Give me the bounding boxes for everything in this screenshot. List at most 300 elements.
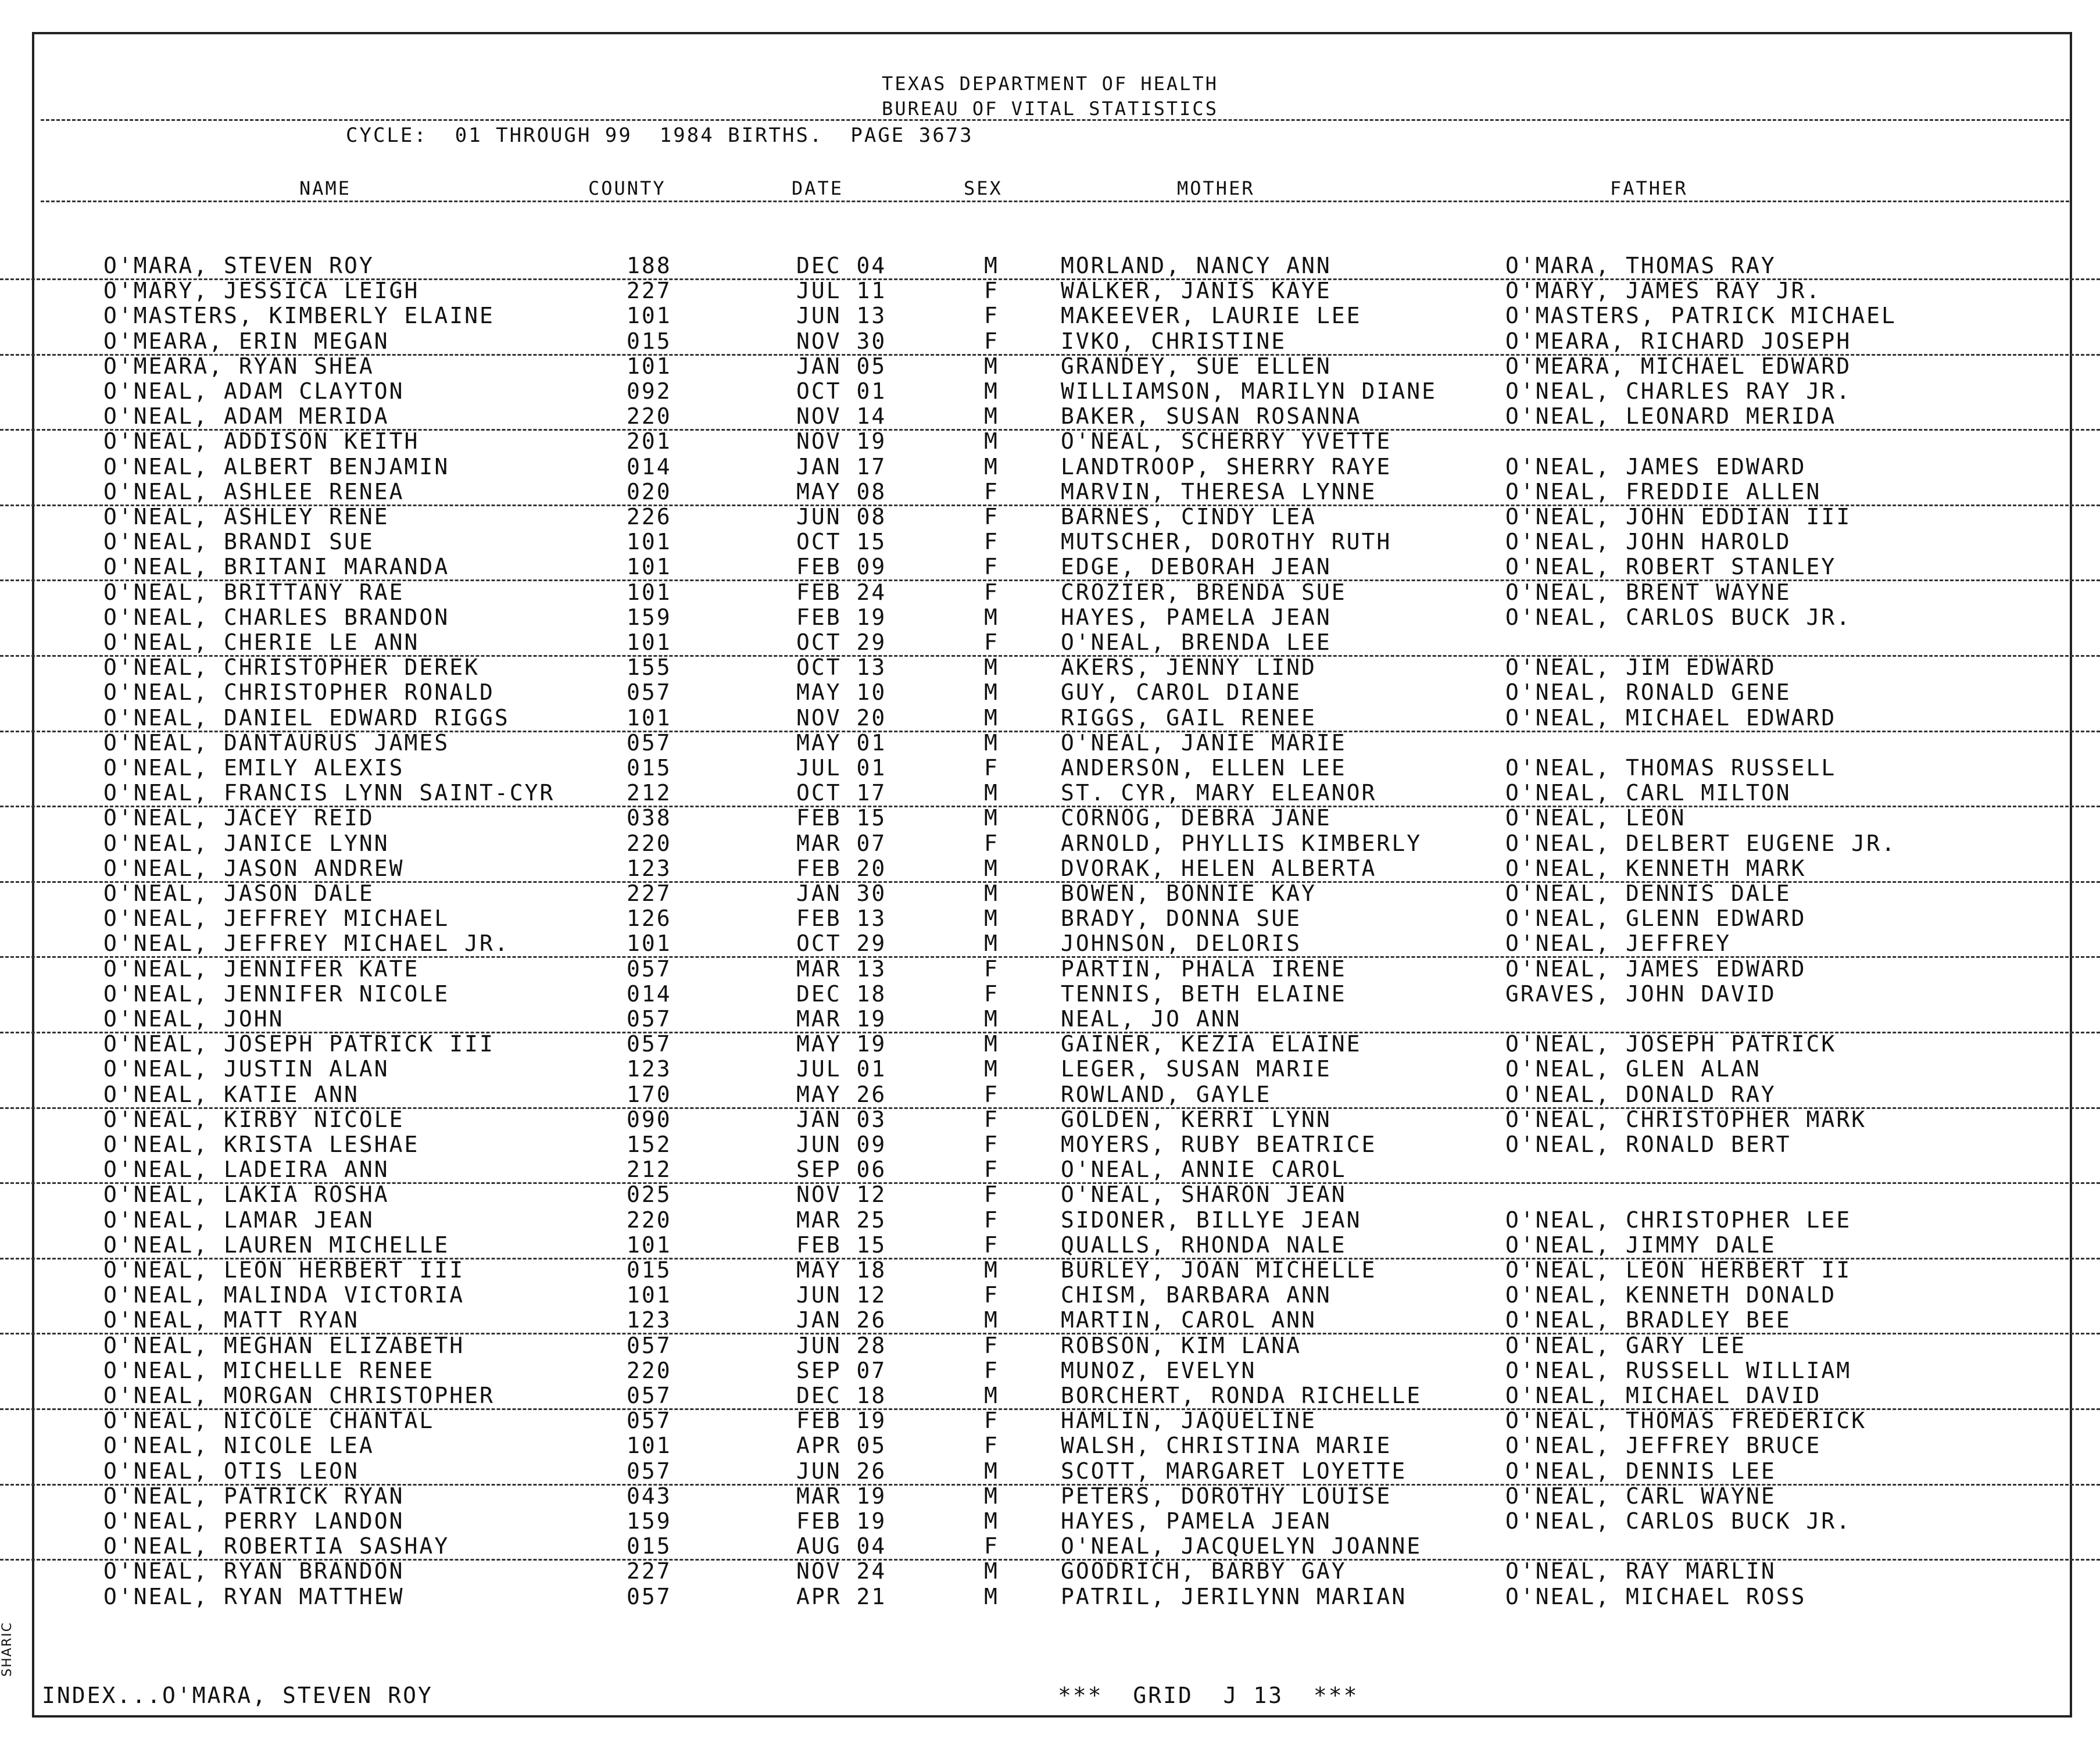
table-row <box>0 1132 2100 1157</box>
cell-date: MAR 25 <box>796 1207 887 1233</box>
cell-name: O'NEAL, LAUREN MICHELLE <box>103 1232 450 1258</box>
cell-sex: F <box>984 1357 999 1383</box>
table-row <box>0 906 2100 931</box>
cell-sex: F <box>984 956 999 982</box>
cell-county: 057 <box>627 1332 672 1358</box>
cell-date: MAY 19 <box>796 1031 887 1057</box>
cell-father: O'NEAL, THOMAS FREDERICK <box>1505 1408 1867 1434</box>
cell-date: FEB 19 <box>796 1408 887 1434</box>
cell-father: O'NEAL, GLEN ALAN <box>1505 1056 1761 1082</box>
cell-sex: F <box>984 529 999 555</box>
cell-name: O'NEAL, LAKIA ROSHA <box>103 1182 389 1208</box>
cell-county: 101 <box>627 1433 672 1459</box>
cell-date: MAR 19 <box>796 1483 887 1509</box>
cell-county: 025 <box>627 1182 672 1208</box>
cell-sex: M <box>984 1031 999 1057</box>
cell-sex: F <box>984 981 999 1007</box>
cell-father: O'NEAL, RAY MARLIN <box>1505 1558 1776 1584</box>
column-header-date: DATE <box>792 177 844 199</box>
cell-father: O'NEAL, LEONARD MERIDA <box>1505 403 1837 430</box>
table-row <box>0 1433 2100 1458</box>
table-row <box>0 881 2100 906</box>
cell-date: JUN 09 <box>796 1132 887 1157</box>
cell-sex: M <box>984 1006 999 1032</box>
table-row <box>0 931 2100 958</box>
cell-name: O'NEAL, EMILY ALEXIS <box>103 755 405 781</box>
cell-county: 101 <box>627 629 672 655</box>
cell-father: O'NEAL, DELBERT EUGENE JR. <box>1505 830 1897 856</box>
cell-name: O'NEAL, RYAN MATTHEW <box>103 1583 405 1609</box>
cell-name: O'NEAL, PERRY LANDON <box>103 1508 405 1534</box>
cell-mother: SCOTT, MARGARET LOYETTE <box>1061 1458 1407 1484</box>
cell-county: 159 <box>627 1508 672 1534</box>
cell-sex: M <box>984 1583 999 1609</box>
cell-name: O'NEAL, BRITTANY RAE <box>103 579 405 605</box>
cell-sex: F <box>984 1533 999 1559</box>
cell-mother: MORLAND, NANCY ANN <box>1061 253 1332 278</box>
cell-county: 226 <box>627 504 672 529</box>
cell-sex: F <box>984 1332 999 1358</box>
table-row <box>0 956 2100 982</box>
cell-sex: M <box>984 378 999 404</box>
cell-father: O'NEAL, DENNIS LEE <box>1505 1458 1776 1484</box>
cell-father: O'MARA, THOMAS RAY <box>1505 253 1776 278</box>
cell-father: O'NEAL, JAMES EDWARD <box>1505 956 1806 982</box>
cell-county: 123 <box>627 1056 672 1082</box>
table-row <box>0 679 2100 705</box>
cell-date: SEP 06 <box>796 1157 887 1183</box>
cell-date: APR 05 <box>796 1433 887 1459</box>
cell-name: O'NEAL, BRANDI SUE <box>103 529 374 555</box>
cell-sex: F <box>984 303 999 329</box>
cell-name: O'NEAL, DANIEL EDWARD RIGGS <box>103 704 510 731</box>
cell-sex: F <box>984 278 999 304</box>
cell-father: O'NEAL, BRADLEY BEE <box>1505 1307 1791 1333</box>
cell-mother: PETERS, DOROTHY LOUISE <box>1061 1483 1392 1509</box>
cell-father: O'NEAL, JOSEPH PATRICK <box>1505 1031 1837 1057</box>
cell-name: O'MEARA, ERIN MEGAN <box>103 328 389 354</box>
cell-sex: F <box>984 1106 999 1132</box>
cell-county: 101 <box>627 931 672 957</box>
cell-sex: M <box>984 453 999 480</box>
cell-county: 014 <box>627 453 672 480</box>
cell-mother: MUTSCHER, DOROTHY RUTH <box>1061 529 1392 555</box>
cell-date: OCT 15 <box>796 529 887 555</box>
cell-mother: CHISM, BARBARA ANN <box>1061 1282 1332 1308</box>
cell-date: FEB 15 <box>796 1232 887 1258</box>
cell-mother: LEGER, SUSAN MARIE <box>1061 1056 1332 1082</box>
cell-mother: GRANDEY, SUE ELLEN <box>1061 353 1332 379</box>
cell-name: O'NEAL, CHRISTOPHER DEREK <box>103 654 480 681</box>
cell-mother: WALKER, JANIS KAYE <box>1061 278 1332 304</box>
cell-mother: O'NEAL, JANIE MARIE <box>1061 729 1347 756</box>
cell-sex: F <box>984 1433 999 1459</box>
cell-county: 126 <box>627 906 672 932</box>
cell-sex: F <box>984 1081 999 1107</box>
cell-name: O'NEAL, JOHN <box>103 1006 284 1032</box>
cell-sex: F <box>984 830 999 856</box>
cell-name: O'MASTERS, KIMBERLY ELAINE <box>103 303 495 329</box>
cell-father: O'NEAL, GARY LEE <box>1505 1332 1747 1358</box>
cell-county: 101 <box>627 529 672 555</box>
table-row <box>0 1584 2100 1609</box>
cell-name: O'NEAL, CHERIE LE ANN <box>103 629 420 655</box>
cell-father: O'NEAL, RONALD BERT <box>1505 1132 1791 1157</box>
cell-name: O'NEAL, MORGAN CHRISTOPHER <box>103 1383 495 1408</box>
cell-sex: F <box>984 1157 999 1183</box>
cell-date: SEP 07 <box>796 1357 887 1383</box>
cell-name: O'NEAL, CHRISTOPHER RONALD <box>103 679 495 706</box>
cell-county: 057 <box>627 729 672 756</box>
cell-date: NOV 19 <box>796 428 887 455</box>
column-header-county: COUNTY <box>588 177 666 199</box>
cell-county: 101 <box>627 554 672 580</box>
cell-name: O'NEAL, ASHLEE RENEA <box>103 478 405 505</box>
cell-date: MAR 19 <box>796 1006 887 1032</box>
cell-county: 220 <box>627 403 672 430</box>
cell-father: O'NEAL, CHRISTOPHER MARK <box>1505 1106 1867 1132</box>
cell-name: O'NEAL, ALBERT BENJAMIN <box>103 453 450 480</box>
cell-father: O'MARY, JAMES RAY JR. <box>1505 278 1822 304</box>
cell-sex: M <box>984 679 999 706</box>
cell-father: O'NEAL, DONALD RAY <box>1505 1081 1776 1107</box>
cell-name: O'MARY, JESSICA LEIGH <box>103 278 420 304</box>
cell-sex: M <box>984 780 999 806</box>
cell-county: 123 <box>627 1307 672 1333</box>
cell-name: O'NEAL, ADAM CLAYTON <box>103 378 405 404</box>
cell-sex: M <box>984 604 999 630</box>
cell-mother: WALSH, CHRISTINA MARIE <box>1061 1433 1392 1459</box>
table-row <box>0 378 2100 404</box>
cell-mother: GOLDEN, KERRI LYNN <box>1061 1106 1332 1132</box>
table-row <box>0 529 2100 554</box>
cell-sex: F <box>984 1282 999 1308</box>
cell-date: JAN 26 <box>796 1307 887 1333</box>
table-row <box>0 831 2100 856</box>
cell-father: O'NEAL, RONALD GENE <box>1505 679 1791 706</box>
cell-father: O'NEAL, JEFFREY BRUCE <box>1505 1433 1822 1459</box>
cell-sex: M <box>984 1383 999 1408</box>
table-row <box>0 403 2100 431</box>
table-row <box>0 1483 2100 1509</box>
cell-mother: MAKEEVER, LAURIE LEE <box>1061 303 1362 329</box>
table-row <box>0 1182 2100 1207</box>
column-header-name: NAME <box>299 177 352 199</box>
cell-county: 123 <box>627 855 672 881</box>
cell-sex: F <box>984 755 999 781</box>
cell-date: FEB 15 <box>796 805 887 831</box>
cell-name: O'NEAL, BRITANI MARANDA <box>103 554 450 580</box>
cell-county: 155 <box>627 654 672 681</box>
cell-mother: TENNIS, BETH ELAINE <box>1061 981 1347 1007</box>
cell-date: JAN 17 <box>796 453 887 480</box>
cell-sex: F <box>984 478 999 505</box>
cell-mother: QUALLS, RHONDA NALE <box>1061 1232 1347 1258</box>
cell-date: DEC 18 <box>796 981 887 1007</box>
cell-county: 101 <box>627 704 672 731</box>
cell-name: O'NEAL, ADDISON KEITH <box>103 428 420 455</box>
cell-date: JUN 12 <box>796 1282 887 1308</box>
cell-sex: M <box>984 654 999 681</box>
cell-mother: BURLEY, JOAN MICHELLE <box>1061 1257 1377 1283</box>
cell-county: 057 <box>627 1031 672 1057</box>
cell-sex: M <box>984 428 999 455</box>
cell-name: O'NEAL, ADAM MERIDA <box>103 403 389 430</box>
table-row <box>0 1232 2100 1260</box>
cell-mother: HAYES, PAMELA JEAN <box>1061 1508 1332 1534</box>
cell-mother: BAKER, SUSAN ROSANNA <box>1061 403 1362 430</box>
index-line: INDEX...O'MARA, STEVEN ROY <box>42 1683 433 1708</box>
cell-father: O'NEAL, MICHAEL ROSS <box>1505 1583 1806 1609</box>
cell-father: O'NEAL, CARLOS BUCK JR. <box>1505 604 1852 630</box>
cell-father: O'NEAL, CARL WAYNE <box>1505 1483 1776 1509</box>
cell-mother: O'NEAL, SHARON JEAN <box>1061 1182 1347 1208</box>
cell-sex: M <box>984 931 999 957</box>
cell-name: O'NEAL, JOSEPH PATRICK III <box>103 1031 495 1057</box>
cell-date: JUN 26 <box>796 1458 887 1484</box>
cell-date: MAY 08 <box>796 478 887 505</box>
table-row <box>0 1157 2100 1184</box>
table-row <box>0 1408 2100 1433</box>
cell-date: OCT 17 <box>796 780 887 806</box>
table-row <box>0 1031 2100 1057</box>
table-row <box>0 504 2100 529</box>
table-row <box>0 1383 2100 1410</box>
cell-name: O'NEAL, LEON HERBERT III <box>103 1257 465 1283</box>
cell-county: 014 <box>627 981 672 1007</box>
cell-date: AUG 04 <box>796 1533 887 1559</box>
cell-county: 212 <box>627 780 672 806</box>
column-header-sex: SEX <box>964 177 1003 199</box>
cell-county: 092 <box>627 378 672 404</box>
table-row <box>0 629 2100 657</box>
cell-mother: SIDONER, BILLYE JEAN <box>1061 1207 1362 1233</box>
cell-father: O'NEAL, CHRISTOPHER LEE <box>1505 1207 1852 1233</box>
cell-mother: BORCHERT, RONDA RICHELLE <box>1061 1383 1422 1408</box>
cell-father: O'MEARA, RICHARD JOSEPH <box>1505 328 1852 354</box>
cell-name: O'NEAL, LAMAR JEAN <box>103 1207 374 1233</box>
cell-father: GRAVES, JOHN DAVID <box>1505 981 1776 1007</box>
cell-mother: MUNOZ, EVELYN <box>1061 1357 1257 1383</box>
table-row <box>0 1056 2100 1082</box>
cell-father: O'NEAL, MICHAEL DAVID <box>1505 1383 1822 1408</box>
cell-name: O'MARA, STEVEN ROY <box>103 253 374 278</box>
cell-date: NOV 14 <box>796 403 887 430</box>
cell-county: 057 <box>627 956 672 982</box>
cell-name: O'NEAL, NICOLE LEA <box>103 1433 374 1459</box>
table-row <box>0 1508 2100 1534</box>
cell-mother: LANDTROOP, SHERRY RAYE <box>1061 453 1392 480</box>
cell-date: FEB 19 <box>796 1508 887 1534</box>
cell-mother: ST. CYR, MARY ELEANOR <box>1061 780 1377 806</box>
cell-county: 015 <box>627 755 672 781</box>
cell-name: O'NEAL, ROBERTIA SASHAY <box>103 1533 450 1559</box>
cell-county: 152 <box>627 1132 672 1157</box>
table-row <box>0 604 2100 630</box>
cell-name: O'NEAL, JEFFREY MICHAEL <box>103 906 450 932</box>
cell-mother: NEAL, JO ANN <box>1061 1006 1242 1032</box>
cell-county: 227 <box>627 881 672 906</box>
cell-sex: F <box>984 1408 999 1434</box>
cell-name: O'NEAL, JUSTIN ALAN <box>103 1056 389 1082</box>
cell-father: O'NEAL, JOHN EDDIAN III <box>1505 504 1852 529</box>
cell-sex: M <box>984 906 999 932</box>
cell-father: O'NEAL, JAMES EDWARD <box>1505 453 1806 480</box>
cell-county: 015 <box>627 328 672 354</box>
cell-sex: M <box>984 729 999 756</box>
cell-father: O'MEARA, MICHAEL EDWARD <box>1505 353 1852 379</box>
cell-county: 038 <box>627 805 672 831</box>
cell-father: O'NEAL, MICHAEL EDWARD <box>1505 704 1837 731</box>
cell-date: MAY 01 <box>796 729 887 756</box>
cell-name: O'NEAL, JENNIFER NICOLE <box>103 981 450 1007</box>
table-row <box>0 454 2100 480</box>
cell-father: O'NEAL, JEFFREY <box>1505 931 1731 957</box>
cell-mother: HAYES, PAMELA JEAN <box>1061 604 1332 630</box>
cell-date: FEB 09 <box>796 554 887 580</box>
table-row <box>0 856 2100 883</box>
cell-county: 101 <box>627 1282 672 1308</box>
cell-date: MAY 10 <box>796 679 887 706</box>
cell-date: JUN 13 <box>796 303 887 329</box>
cycle-line: CYCLE: 01 THROUGH 99 1984 BIRTHS. PAGE 3673 <box>346 124 974 147</box>
cell-father: O'NEAL, RUSSELL WILLIAM <box>1505 1357 1852 1383</box>
cell-mother: MOYERS, RUBY BEATRICE <box>1061 1132 1377 1157</box>
table-row <box>0 1107 2100 1132</box>
cell-sex: M <box>984 805 999 831</box>
cell-county: 057 <box>627 1006 672 1032</box>
cell-date: NOV 30 <box>796 328 887 354</box>
cell-name: O'NEAL, DANTAURUS JAMES <box>103 729 450 756</box>
cell-county: 057 <box>627 1408 672 1434</box>
cell-mother: PATRIL, JERILYNN MARIAN <box>1061 1583 1407 1609</box>
cell-mother: GUY, CAROL DIANE <box>1061 679 1302 706</box>
cell-father: O'NEAL, KENNETH MARK <box>1505 855 1806 881</box>
cell-mother: CORNOG, DEBRA JANE <box>1061 805 1332 831</box>
cell-father: O'NEAL, KENNETH DONALD <box>1505 1282 1837 1308</box>
cell-father: O'MASTERS, PATRICK MICHAEL <box>1505 303 1897 329</box>
cell-date: FEB 13 <box>796 906 887 932</box>
table-row <box>0 730 2100 756</box>
cell-mother: RIGGS, GAIL RENEE <box>1061 704 1316 731</box>
cell-county: 057 <box>627 1583 672 1609</box>
cell-date: JUN 28 <box>796 1332 887 1358</box>
table-row <box>0 1333 2100 1358</box>
cell-father: O'NEAL, GLENN EDWARD <box>1505 906 1806 932</box>
table-row <box>0 328 2100 356</box>
cell-date: FEB 24 <box>796 579 887 605</box>
cell-name: O'NEAL, JANICE LYNN <box>103 830 389 856</box>
table-row <box>0 278 2100 303</box>
cell-father: O'NEAL, CHARLES RAY JR. <box>1505 378 1852 404</box>
cell-date: FEB 20 <box>796 855 887 881</box>
table-row <box>0 654 2100 680</box>
table-row <box>0 253 2100 280</box>
cell-name: O'NEAL, JACEY REID <box>103 805 374 831</box>
cell-county: 101 <box>627 353 672 379</box>
cell-date: JAN 03 <box>796 1106 887 1132</box>
cell-name: O'NEAL, JASON DALE <box>103 881 374 906</box>
cell-name: O'NEAL, JASON ANDREW <box>103 855 405 881</box>
column-header-mother: MOTHER <box>1177 177 1255 199</box>
cell-county: 220 <box>627 1357 672 1383</box>
cell-mother: O'NEAL, BRENDA LEE <box>1061 629 1332 655</box>
cell-sex: M <box>984 253 999 278</box>
cell-name: O'NEAL, RYAN BRANDON <box>103 1558 405 1584</box>
cell-county: 015 <box>627 1257 672 1283</box>
cell-sex: M <box>984 1508 999 1534</box>
cell-father: O'NEAL, FREDDIE ALLEN <box>1505 478 1822 505</box>
cell-date: OCT 13 <box>796 654 887 681</box>
table-row <box>0 1558 2100 1584</box>
cell-sex: M <box>984 881 999 906</box>
table-row <box>0 755 2100 781</box>
cell-name: O'NEAL, FRANCIS LYNN SAINT-CYR <box>103 780 555 806</box>
cell-county: 057 <box>627 1458 672 1484</box>
cell-sex: M <box>984 1307 999 1333</box>
cell-father: O'NEAL, CARL MILTON <box>1505 780 1791 806</box>
table-row <box>0 1458 2100 1486</box>
cell-mother: IVKO, CHRISTINE <box>1061 328 1287 354</box>
cell-father: O'NEAL, CARLOS BUCK JR. <box>1505 1508 1852 1534</box>
cell-date: JUL 11 <box>796 278 887 304</box>
cell-date: OCT 29 <box>796 931 887 957</box>
cell-date: MAY 26 <box>796 1081 887 1107</box>
table-row <box>0 479 2100 506</box>
cell-mother: GOODRICH, BARBY GAY <box>1061 1558 1347 1584</box>
cell-date: MAR 13 <box>796 956 887 982</box>
cell-mother: O'NEAL, JACQUELYN JOANNE <box>1061 1533 1422 1559</box>
cell-mother: BARNES, CINDY LEA <box>1061 504 1316 529</box>
cell-sex: F <box>984 504 999 529</box>
side-label: SHARIC <box>0 1622 15 1677</box>
cell-mother: MARVIN, THERESA LYNNE <box>1061 478 1377 505</box>
cell-sex: F <box>984 1182 999 1208</box>
cell-sex: M <box>984 1257 999 1283</box>
cell-sex: M <box>984 353 999 379</box>
cell-date: MAR 07 <box>796 830 887 856</box>
cell-father: O'NEAL, BRENT WAYNE <box>1505 579 1791 605</box>
cell-name: O'NEAL, LADEIRA ANN <box>103 1157 389 1183</box>
cell-sex: F <box>984 1207 999 1233</box>
cell-sex: F <box>984 554 999 580</box>
cell-date: DEC 04 <box>796 253 887 278</box>
cell-date: JUL 01 <box>796 755 887 781</box>
cell-county: 090 <box>627 1106 672 1132</box>
cell-name: O'NEAL, ASHLEY RENE <box>103 504 389 529</box>
cell-father: O'NEAL, THOMAS RUSSELL <box>1505 755 1837 781</box>
cell-mother: ROWLAND, GAYLE <box>1061 1081 1272 1107</box>
table-row <box>0 780 2100 807</box>
table-row <box>0 1282 2100 1308</box>
cell-date: NOV 20 <box>796 704 887 731</box>
cell-county: 101 <box>627 303 672 329</box>
cell-name: O'NEAL, NICOLE CHANTAL <box>103 1408 435 1434</box>
cell-county: 101 <box>627 579 672 605</box>
cell-sex: M <box>984 1558 999 1584</box>
cell-date: FEB 19 <box>796 604 887 630</box>
cell-sex: M <box>984 403 999 430</box>
cell-date: JUN 08 <box>796 504 887 529</box>
cell-name: O'NEAL, JENNIFER KATE <box>103 956 420 982</box>
cell-name: O'NEAL, MICHELLE RENEE <box>103 1357 435 1383</box>
cell-mother: DVORAK, HELEN ALBERTA <box>1061 855 1377 881</box>
cell-mother: GAINER, KEZIA ELAINE <box>1061 1031 1362 1057</box>
cell-name: O'NEAL, KATIE ANN <box>103 1081 359 1107</box>
cell-date: JAN 05 <box>796 353 887 379</box>
table-row <box>0 1307 2100 1334</box>
table-row <box>0 981 2100 1007</box>
